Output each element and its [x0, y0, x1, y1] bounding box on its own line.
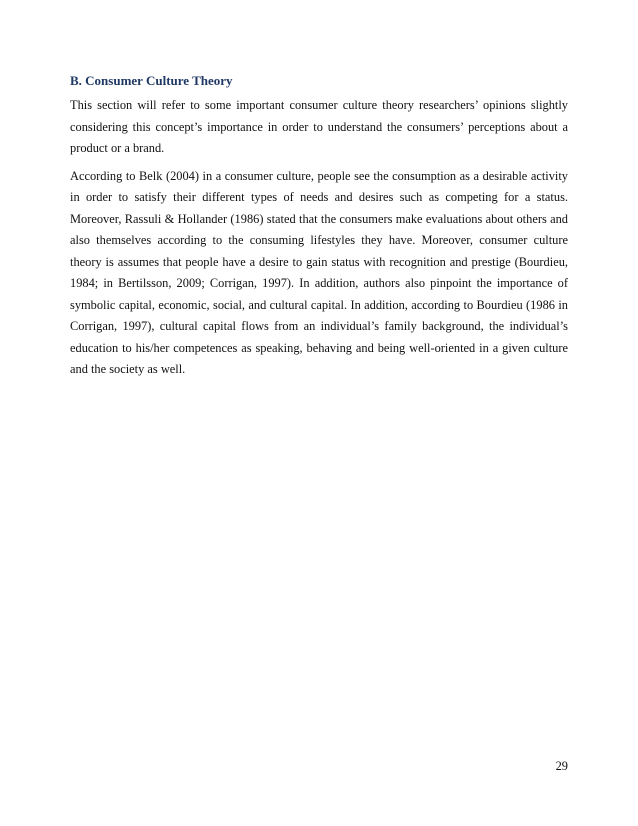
section-heading: B. Consumer Culture Theory	[70, 73, 233, 88]
paragraph-body: According to Belk (2004) in a consumer culture, people see the consumption as a desirable activity in order to satisfy their different types of needs and desires such as competing for a status. Moreover, Rassuli & Hollander (1986) stated that the consumers make evaluations about others and also themselves according to the consuming lifestyles they have. Moreover, consumer culture theory is assumes that people have a desire to gain status with recognition and prestige (Bourdieu, 1984; in Bertilsson, 2009; Corrigan, 1997). In addition, authors also pinpoint the importance of symbolic capital, economic, social, and cultural capital. In addition, according to Bourdieu (1986 in Corrigan, 1997), cultural capital flows from an individual’s family background, the individual’s education to his/her competences as speaking, behaving and being well-oriented in a given culture and the society as well.	[70, 168, 568, 376]
page-number: 29	[555, 759, 568, 773]
paragraph-intro: This section will refer to some important consumer culture theory researchers’ opinions slightly considering this concept’s importance in order to understand the consumers’ perceptions about a product or a brand.	[70, 98, 568, 155]
page-content	[70, 70, 568, 381]
